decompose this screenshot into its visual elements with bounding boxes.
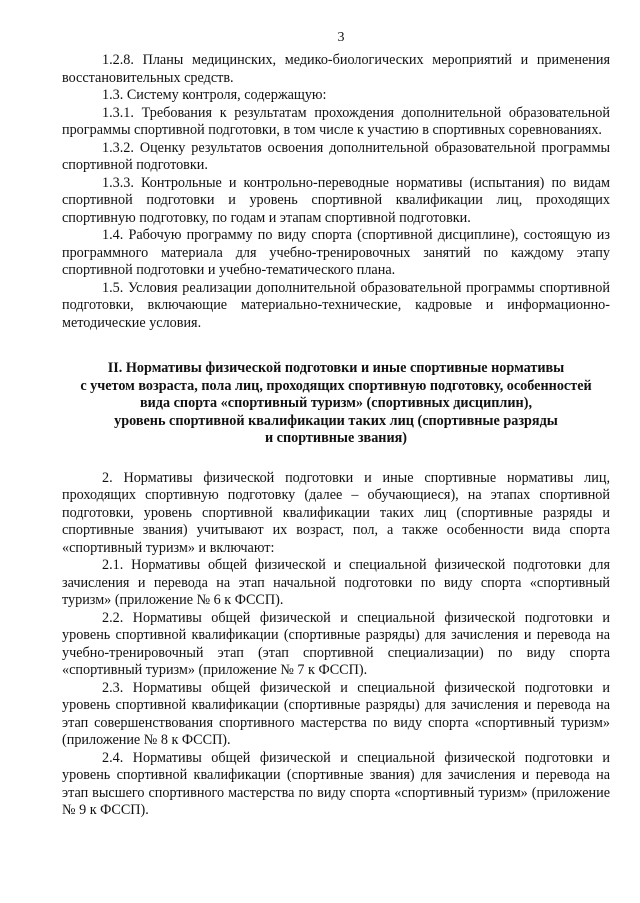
paragraph-2-4: 2.4. Нормативы общей физической и специальной физической подготовки и уровень спортивной квалификации (спортивные звания) для зачисления и перевода на этап высшего спортивного мастерства по виду спорта «спортивный туризм» (приложение № 9 к ФССП). bbox=[62, 749, 610, 818]
paragraph-2-3: 2.3. Нормативы общей физической и специальной физической подготовки и уровень спортивной квалификации (спортивные разряды) для зачисления и перевода на этап совершенствования спортивного мастерства по виду спорта «спортивный туризм» (приложение № 8 к ФССП). bbox=[62, 679, 610, 748]
paragraph-1-3: 1.3. Систему контроля, содержащую: bbox=[102, 87, 327, 103]
paragraph-1-3-3: 1.3.3. Контрольные и контрольно-переводные нормативы (испытания) по видам спортивной подготовки и уровень спортивной квалификации лиц, проходящих спортивную подготовку, по годам и этапам спортивной подготовки. bbox=[62, 174, 610, 226]
section-title-line: II. Нормативы физической подготовки и иные спортивные нормативы bbox=[107, 360, 565, 376]
paragraph-1-5: 1.5. Условия реализации дополнительной образовательной программы спортивной подготовки, включающие материально-технические, кадровые и информационно-методические условия. bbox=[62, 279, 610, 331]
section-title bbox=[62, 360, 610, 448]
section-title-line: и спортивные звания) bbox=[264, 430, 408, 446]
page-number: 3 bbox=[337, 30, 345, 45]
section-title-line: уровень спортивной квалификации таких лиц (спортивные разряды bbox=[114, 412, 558, 429]
paragraph-2-2: 2.2. Нормативы общей физической и специальной физической подготовки и уровень спортивной квалификации (спортивные разряды) для зачисления и перевода на учебно-тренировочный этап (этап спортивной специализации) по виду спорта «спортивный туризм» (приложение № 7 к ФССП). bbox=[62, 609, 610, 678]
paragraph-1-3-1: 1.3.1. Требования к результатам прохождения дополнительной образовательной программы спортивной подготовки, в том числе к участию в спортивных соревнованиях. bbox=[62, 104, 610, 138]
paragraph-1-2-8: 1.2.8. Планы медицинских, медико-биологических мероприятий и применения восстановительных средств. bbox=[62, 52, 610, 86]
bottom-paragraphs bbox=[62, 470, 610, 820]
paragraph-1-3-2: 1.3.2. Оценку результатов освоения дополнительной образовательной программы спортивной подготовки. bbox=[62, 139, 610, 173]
top-paragraphs bbox=[62, 52, 610, 332]
paragraph-2-1: 2.1. Нормативы общей физической и специальной физической подготовки для зачисления и перевода на этап начальной подготовки по виду спорта «спортивный туризм» (приложение № 6 к ФССП). bbox=[62, 557, 610, 608]
section-title-line: с учетом возраста, пола лиц, проходящих спортивную подготовку, особенностей bbox=[80, 377, 592, 394]
section-title-line: вида спорта «спортивный туризм» (спортивных дисциплин), bbox=[139, 395, 533, 411]
paragraph-2: 2. Нормативы физической подготовки и иные спортивные нормативы лиц, проходящих спортивную подготовку (далее – обучающиеся), на этапах спортивной подготовки, уровень спортивной квалификации таких лиц (спортивные разряды и спортивные звания) учитывают их возраст, пол, а также особенности вида спорта «спортивный туризм» и включают: bbox=[62, 469, 610, 556]
paragraph-1-4: 1.4. Рабочую программу по виду спорта (спортивной дисциплине), состоящую из программного материала для учебно-тренировочных занятий по каждому этапу спортивной подготовки и учебно-тематического плана. bbox=[62, 227, 610, 278]
